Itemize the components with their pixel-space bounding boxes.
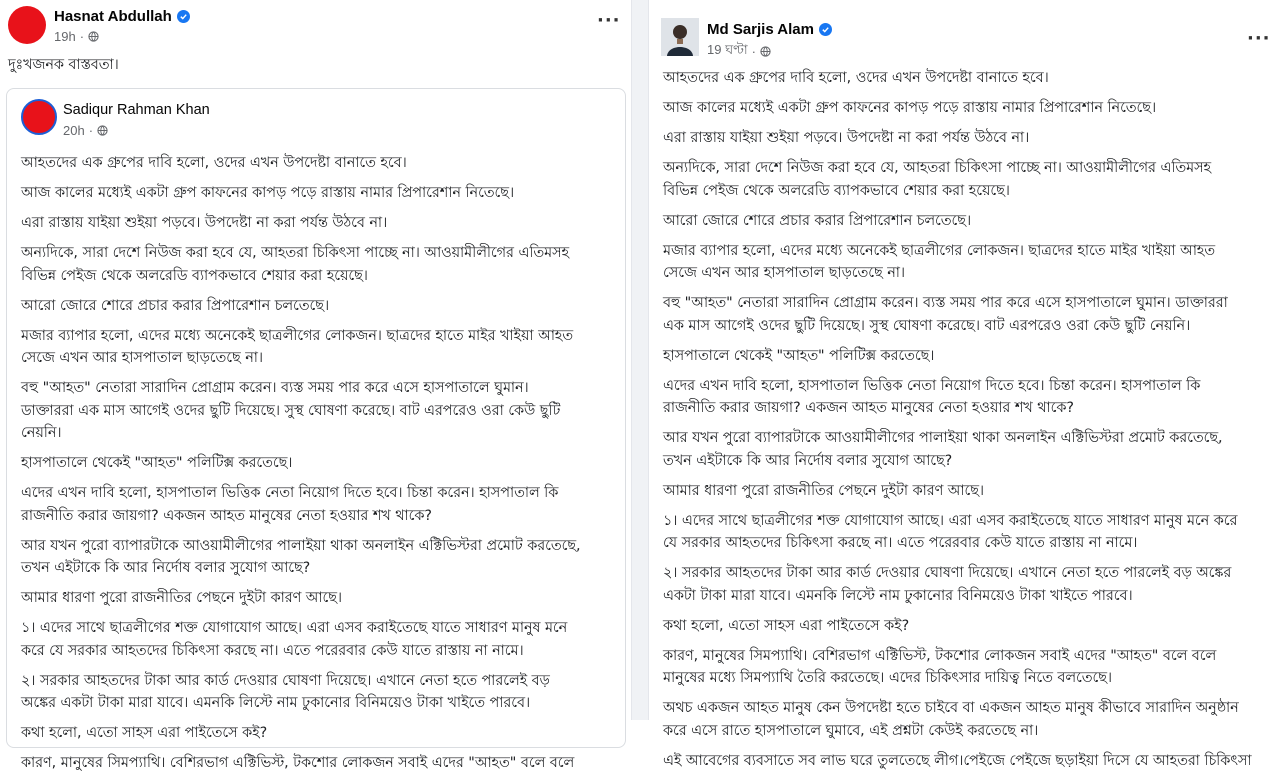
- post-paragraph: এদের এখন দাবি হলো, হাসপাতাল ভিত্তিক নেতা নিয়োগ দিতে হবে। চিন্তা করেন। হাসপাতাল কি রাজনীতি করার জায়গা? একজন আহত মানুষের নেতা হওয়ার শখ থাকে?: [21, 485, 559, 524]
- post-paragraph: এরা রাস্তায় যাইয়া শুইয়া পড়বে। উপদেষ্টা না করা পর্যন্ত উঠবে না।: [663, 130, 1030, 146]
- avatar[interactable]: [8, 6, 46, 44]
- shared-meta: 20h ·: [63, 123, 108, 138]
- post-paragraph: আহতদের এক গ্রুপের দাবি হলো, ওদের এখন উপদেষ্টা বানাতে হবে।: [663, 70, 1049, 86]
- panel-divider: [632, 0, 648, 720]
- post-caption: দুঃখজনক বাস্তবতা।: [8, 57, 119, 73]
- post-body: [663, 67, 1275, 780]
- shared-post: [6, 88, 626, 771]
- post-meta: 19h ·: [54, 29, 99, 44]
- globe-icon: [97, 125, 108, 136]
- post-paragraph: হাসপাতালে থেকেই "আহত" পলিটিক্স করতেছে।: [663, 347, 935, 364]
- author-name[interactable]: Hasnat Abdullah: [54, 8, 172, 25]
- post-paragraph: কথা হলো, এতো সাহস এরা পাইতেসে কই?: [663, 617, 910, 634]
- shared-post-time[interactable]: 20h: [63, 123, 85, 138]
- post-time[interactable]: 19h: [54, 29, 76, 44]
- author-name-row: [707, 21, 832, 38]
- more-options-icon[interactable]: ···: [1247, 28, 1271, 49]
- post-paragraph: বহু "আহত" নেতারা সারাদিন প্রোগ্রাম করেন। ব্যস্ত সময় পার করে এসে হাসপাতালে ঘুমান। ডাক্তাররা এক মাস আগেই ওদের ছুটি দিয়েছে। সুস্থ ঘোষণা করেছে। বাট এরপরেও ওরা কেউ ছুটি নেয়নি।: [663, 295, 1228, 334]
- shared-post-body: [21, 152, 621, 782]
- post-paragraph: আর যখন পুরো ব্যাপারটাকে আওয়ামীলীগের পালাইয়া থাকা অনলাইন এক্টিভিস্টরা প্রমোট করতেছে, তখন এইটাকে কি আর নির্দোষ বলার সুযোগ আছে?: [21, 537, 581, 576]
- post-paragraph: আহতদের এক গ্রুপের দাবি হলো, ওদের এখন উপদেষ্টা বানাতে হবে।: [21, 155, 407, 171]
- post-paragraph: আরো জোরে শোরে প্রচার করার প্রিপারেশান চলতেছে।: [663, 212, 972, 229]
- post-paragraph: এই আবেগের ব্যবসাতে সব লাভ ঘরে তুলতেছে লীগ।পেইজে পেইজে ছড়াইয়া দিসে যে আহতরা চিকিৎসা: [663, 752, 1252, 769]
- left-post: [0, 0, 632, 771]
- post-paragraph: আজ কালের মধ্যেই একটা গ্রুপ কাফনের কাপড় পড়ে রাস্তায় নামার প্রিপারেশান নিতেছে।: [663, 100, 1157, 116]
- post-paragraph: ১। এদের সাথে ছাত্রলীগের শক্ত যোগাযোগ আছে। এরা এসব করাইতেছে যাতে সাধারণ মানুষ মনে করে যে সরকার আহতদের চিকিৎসা করছে না। এতে পরেরবার কেউ যাতে রাস্তায় না নামে।: [21, 620, 568, 659]
- post-paragraph: কথা হলো, এতো সাহস এরা পাইতেসে কই?: [21, 725, 268, 741]
- post-paragraph: হাসপাতালে থেকেই "আহত" পলিটিক্স করতেছে।: [21, 455, 293, 471]
- more-options-icon[interactable]: ···: [597, 10, 621, 31]
- profile-photo-icon: [661, 18, 699, 56]
- shared-avatar[interactable]: [21, 99, 57, 135]
- post-paragraph: আর যখন পুরো ব্যাপারটাকে আওয়ামীলীগের পালাইয়া থাকা অনলাইন এক্টিভিস্টরা প্রমোট করতেছে, তখন এইটাকে কি আর নির্দোষ বলার সুযোগ আছে?: [663, 430, 1223, 469]
- post-paragraph: আরো জোরে শোরে প্রচার করার প্রিপারেশান চলতেছে।: [21, 297, 330, 314]
- post-paragraph: এরা রাস্তায় যাইয়া শুইয়া পড়বে। উপদেষ্টা না করা পর্যন্ত উঠবে না।: [21, 215, 388, 231]
- post-paragraph: মজার ব্যাপার হলো, এদের মধ্যে অনেকেই ছাত্রলীগের লোকজন। ছাত্রদের হাতে মাইর খাইয়া আহত সেজে এখন আর হাসপাতাল ছাড়তেছে না।: [663, 242, 1215, 281]
- shared-author-name[interactable]: Sadiqur Rahman Khan: [63, 102, 210, 118]
- globe-icon: [88, 31, 99, 42]
- avatar[interactable]: [661, 18, 699, 56]
- post-paragraph: অথচ একজন আহত মানুষ কেন উপদেষ্টা হতে চাইবে বা একজন আহত মানুষ কীভাবে সারাদিন অনুষ্ঠান করে এসে রাতে হাসপাতালে ঘুমাবে, এই প্রশ্নটা কেউই করতেছে না।: [663, 700, 1239, 739]
- post-paragraph: আমার ধারণা পুরো রাজনীতির পেছনে দুইটা কারণ আছে।: [663, 482, 985, 499]
- post-paragraph: ১। এদের সাথে ছাত্রলীগের শক্ত যোগাযোগ আছে। এরা এসব করাইতেছে যাতে সাধারণ মানুষ মনে করে যে সরকার আহতদের চিকিৎসা করছে না। এতে পরেরবার কেউ যাতে রাস্তায় না নামে।: [663, 512, 1238, 551]
- shared-author-row: [63, 102, 210, 118]
- post-paragraph: কারণ, মানুষের সিমপ্যাথি। বেশিরভাগ এক্টিভিস্ট, টকশোর লোকজন সবাই এদের "আহত" বলে বলে: [21, 755, 575, 771]
- right-post: [648, 0, 1280, 769]
- author-name-row: [54, 8, 190, 25]
- post-paragraph: আমার ধারণা পুরো রাজনীতির পেছনে দুইটা কারণ আছে।: [21, 590, 343, 606]
- post-header: [0, 0, 631, 52]
- post-paragraph: ২। সরকার আহতদের টাকা আর কার্ড দেওয়ার ঘোষণা দিয়েছে। এখানে নেতা হতে পারলেই বড় অঙ্কের একটা টাকা মারা যাবে। এমনকি লিস্টে নাম ঢুকানোর বিনিময়েও টাকা খাইতে পারবে।: [663, 565, 1232, 604]
- post-paragraph: মজার ব্যাপার হলো, এদের মধ্যে অনেকেই ছাত্রলীগের লোকজন। ছাত্রদের হাতে মাইর খাইয়া আহত সেজে এখন আর হাসপাতাল ছাড়তেছে না।: [21, 327, 573, 366]
- post-paragraph: ২। সরকার আহতদের টাকা আর কার্ড দেওয়ার ঘোষণা দিয়েছে। এখানে নেতা হতে পারলেই বড় অঙ্কের একটা টাকা মারা যাবে। এমনকি লিস্টে নাম ঢুকানোর বিনিময়েও টাকা খাইতে পারবে।: [21, 672, 550, 711]
- post-paragraph: এদের এখন দাবি হলো, হাসপাতাল ভিত্তিক নেতা নিয়োগ দিতে হবে। চিন্তা করেন। হাসপাতাল কি রাজনীতি করার জায়গা? একজন আহত মানুষের নেতা হওয়ার শখ থাকে?: [663, 377, 1201, 416]
- post-header: [649, 0, 1280, 59]
- globe-icon: [760, 46, 771, 57]
- post-paragraph: আজ কালের মধ্যেই একটা গ্রুপ কাফনের কাপড় পড়ে রাস্তায় নামার প্রিপারেশান নিতেছে।: [21, 185, 515, 201]
- post-paragraph: অন্যদিকে, সারা দেশে নিউজ করা হবে যে, আহতরা চিকিৎসা পাচ্ছে না। আওয়ামীলীগের এতিমসহ বিভিন্ন পেইজ থেকে অলরেডি ব্যাপকভাবে শেয়ার করা হয়েছে।: [21, 245, 570, 284]
- verified-badge-icon: [177, 10, 190, 23]
- post-meta: 19 ঘণ্টা ·: [707, 41, 771, 62]
- author-name[interactable]: Md Sarjis Alam: [707, 21, 814, 38]
- post-paragraph: বহু "আহত" নেতারা সারাদিন প্রোগ্রাম করেন। ব্যস্ত সময় পার করে এসে হাসপাতালে ঘুমান। ডাক্তাররা এক মাস আগেই ওদের ছুটি দিয়েছে। সুস্থ ঘোষণা করেছে। বাট এরপরেও ওরা কেউ ছুটি নেয়নি।: [21, 380, 561, 441]
- verified-badge-icon: [819, 23, 832, 36]
- post-time[interactable]: 19 ঘণ্টা: [707, 42, 748, 57]
- post-paragraph: কারণ, মানুষের সিমপ্যাথি। বেশিরভাগ এক্টিভিস্ট, টকশোর লোকজন সবাই এদের "আহত" বলে বলে মানুষের মধ্যে সিমপ্যাথি তৈরি করতেছে। এদের চিকিৎসার দায়িত্ব নিতে বলতেছে।: [663, 647, 1217, 686]
- post-paragraph: অন্যদিকে, সারা দেশে নিউজ করা হবে যে, আহতরা চিকিৎসা পাচ্ছে না। আওয়ামীলীগের এতিমসহ বিভিন্ন পেইজ থেকে অলরেডি ব্যাপকভাবে শেয়ার করা হয়েছে।: [663, 160, 1212, 199]
